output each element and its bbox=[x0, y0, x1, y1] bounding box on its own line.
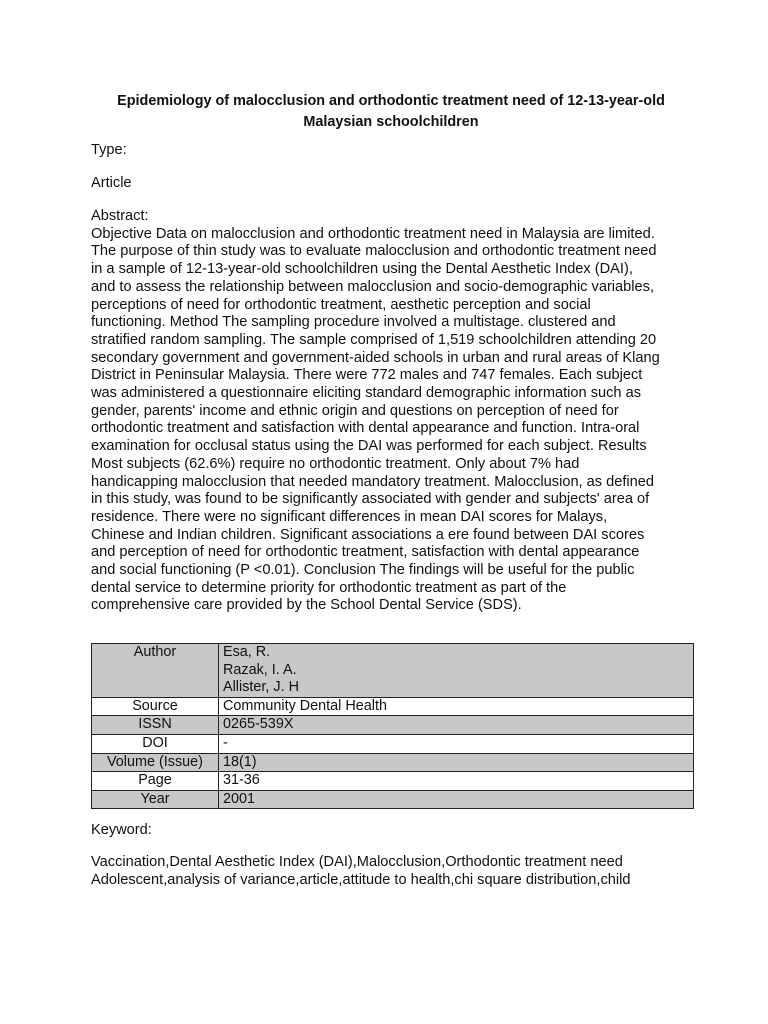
abstract-line: stratified random sampling. The sample comprised of 1,519 schoolchildren attending 20 bbox=[91, 331, 657, 348]
page-value: 31-36 bbox=[219, 772, 694, 791]
author-name: Esa, R. bbox=[223, 644, 271, 660]
table-row-issn bbox=[92, 716, 694, 735]
abstract-section bbox=[91, 208, 696, 615]
abstract-line: and perception of need for orthodontic treatment, satisfaction with dental appearance bbox=[91, 544, 640, 561]
year-value: 2001 bbox=[219, 790, 694, 809]
abstract-line: The purpose of thin study was to evaluate malocclusion and orthodontic treatment need bbox=[91, 243, 657, 260]
metadata-table bbox=[91, 643, 694, 809]
author-name: Razak, I. A. bbox=[223, 661, 297, 678]
author-name: Allister, J. H bbox=[223, 679, 299, 696]
volume-label: Volume (Issue) bbox=[92, 753, 219, 772]
abstract-line: in this study, was found to be significantly associated with gender and subjects' area of bbox=[91, 491, 650, 508]
abstract-line: functioning. Method The sampling procedure involved a multistage. clustered and bbox=[91, 314, 616, 331]
table-row-volume bbox=[92, 753, 694, 772]
document-title bbox=[91, 91, 691, 132]
title-line-2: Malaysian schoolchildren bbox=[303, 113, 479, 130]
doi-value: - bbox=[219, 734, 694, 753]
type-label: Type: bbox=[91, 142, 127, 158]
abstract-line: comprehensive care provided by the School Dental Service (SDS). bbox=[91, 597, 522, 614]
abstract-line: dental service to determine priority for orthodontic treatment as part of the bbox=[91, 579, 567, 596]
abstract-line: examination for occlusal status using the DAI was performed for each subject. Results bbox=[91, 438, 647, 455]
title-line-1: Epidemiology of malocclusion and orthodontic treatment need of 12-13-year-old bbox=[117, 93, 665, 109]
abstract-line: orthodontic treatment and satisfaction with dental appearance and function. Intra-oral bbox=[91, 420, 640, 437]
abstract-line: and social functioning (P <0.01). Conclusion The findings will be useful for the public bbox=[91, 562, 635, 579]
table-row-doi bbox=[92, 734, 694, 753]
doi-label: DOI bbox=[92, 734, 219, 753]
abstract-line: District in Peninsular Malaysia. There were 772 males and 747 females. Each subject bbox=[91, 367, 643, 384]
abstract-line: was administered a questionnaire eliciting standard demographic information such as bbox=[91, 385, 642, 402]
author-label: Author bbox=[92, 644, 219, 698]
keyword-line: Vaccination,Dental Aesthetic Index (DAI),Malocclusion,Orthodontic treatment need bbox=[91, 854, 623, 870]
volume-value: 18(1) bbox=[219, 753, 694, 772]
type-value: Article bbox=[91, 175, 132, 191]
abstract-line: secondary government and government-aided schools in urban and rural areas of Klang bbox=[91, 349, 660, 366]
issn-label: ISSN bbox=[92, 716, 219, 735]
source-value: Community Dental Health bbox=[219, 697, 694, 716]
abstract-line: and to assess the relationship between malocclusion and socio-demographic variables, bbox=[91, 278, 654, 295]
author-list bbox=[219, 644, 694, 698]
abstract-line: Most subjects (62.6%) require no orthodontic treatment. Only about 7% had bbox=[91, 455, 580, 472]
abstract-label: Abstract: bbox=[91, 208, 149, 224]
year-label: Year bbox=[92, 790, 219, 809]
page-label: Page bbox=[92, 772, 219, 791]
abstract-line: residence. There were no significant differences in mean DAI scores for Malays, bbox=[91, 508, 608, 525]
table-row-year bbox=[92, 790, 694, 809]
issn-value: 0265-539X bbox=[219, 716, 694, 735]
table-row-page bbox=[92, 772, 694, 791]
abstract-line: Objective Data on malocclusion and orthodontic treatment need in Malaysia are limited. bbox=[91, 225, 655, 242]
table-row-author bbox=[92, 644, 694, 698]
table-row-source bbox=[92, 697, 694, 716]
source-label: Source bbox=[92, 697, 219, 716]
abstract-line: Chinese and Indian children. Significant associations a ere found between DAI scores bbox=[91, 526, 645, 543]
keyword-label: Keyword: bbox=[91, 822, 152, 838]
abstract-line: perceptions of need for orthodontic treatment, aesthetic perception and social bbox=[91, 296, 591, 313]
abstract-line: gender, parents' income and ethnic origin and questions on perception of need for bbox=[91, 402, 619, 419]
keyword-line: Adolescent,analysis of variance,article,attitude to health,chi square distribution,child bbox=[91, 872, 631, 888]
abstract-line: in a sample of 12-13-year-old schoolchildren using the Dental Aesthetic Index (DAI), bbox=[91, 261, 633, 278]
abstract-line: handicapping malocclusion that needed mandatory treatment. Malocclusion, as defined bbox=[91, 473, 655, 490]
